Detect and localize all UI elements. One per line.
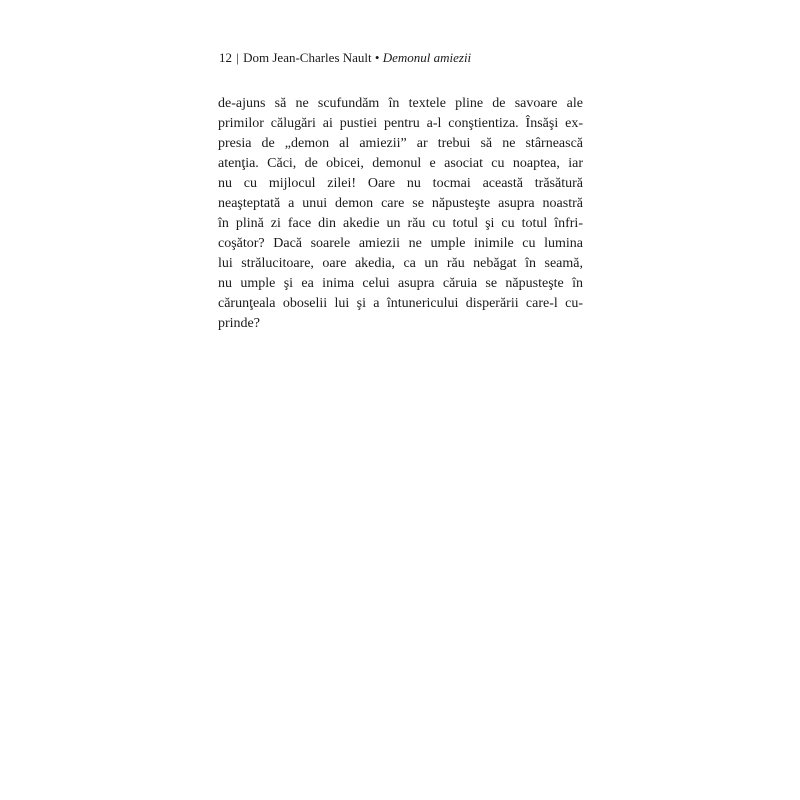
- body-paragraph: [218, 94, 583, 334]
- text-line: atenţia. Căci, de obicei, demonul e asociat cu noaptea, iar: [218, 156, 583, 171]
- text-line: de-ajuns să ne scufundăm în textele pline de savoare ale: [218, 96, 583, 111]
- text-line: nu cu mijlocul zilei! Oare nu tocmai această trăsătură: [218, 176, 583, 191]
- text-line: nu umple şi ea inima celui asupra căruia se năpusteşte în: [218, 276, 583, 291]
- page-number: 12: [219, 50, 232, 65]
- text-line: în plină zi face din akedie un rău cu totul şi cu totul înfri-: [218, 216, 583, 231]
- text-line: coşător? Dacă soarele amiezii ne umple inimile cu lumina: [218, 236, 583, 251]
- header-separator: |: [236, 50, 239, 65]
- text-line: neaşteptată a unui demon care se năpusteşte asupra noastră: [218, 196, 583, 211]
- text-line: cărunţeala oboselii lui şi a întunericului disperării care-l cu-: [218, 296, 583, 311]
- author-name: Dom Jean-Charles Nault: [243, 50, 372, 65]
- text-line: lui strălucitoare, oare akedia, ca un rău nebăgat în seamă,: [218, 256, 583, 271]
- header-bullet: •: [374, 50, 380, 65]
- text-line: presia de „demon al amiezii” ar trebui să ne stârnească: [218, 136, 583, 151]
- book-title: Demonul amiezii: [382, 50, 472, 65]
- text-line: prinde?: [218, 316, 260, 331]
- text-line: primilor călugări ai pustiei pentru a-l conştientiza. Însăşi ex-: [218, 116, 583, 131]
- running-header: [219, 50, 471, 66]
